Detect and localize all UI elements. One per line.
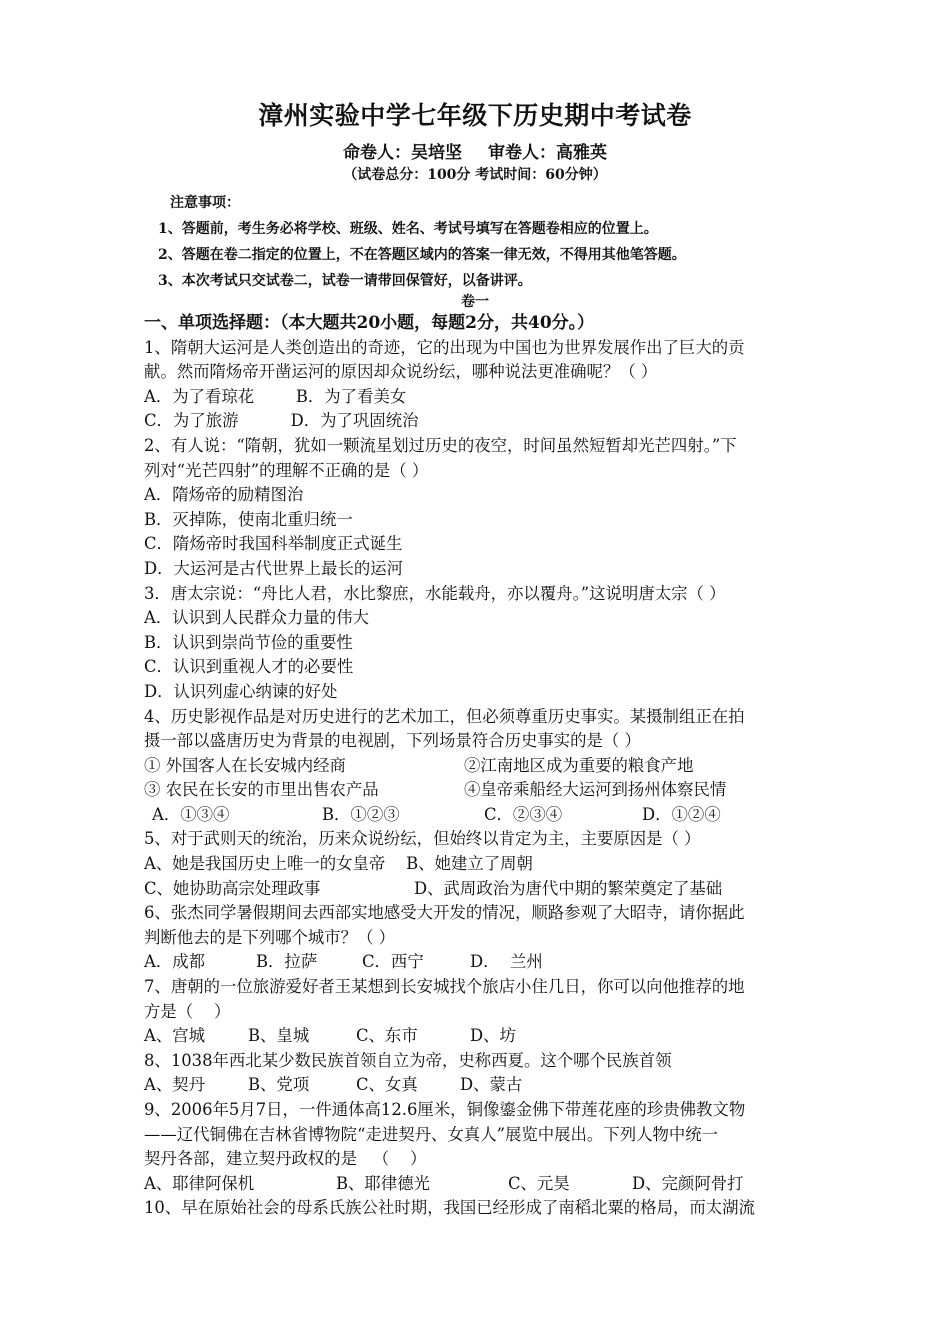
question-text: 4、历史影视作品是对历史进行的艺术加工，但必须尊重历史事实。某摄制组正在拍 [144, 706, 745, 726]
scene-3: ③ 农民在长安的市里出售农产品 [144, 780, 379, 800]
option-d: D、完颜阿骨打 [632, 1173, 744, 1193]
option-a: A．成都 [144, 952, 206, 972]
option-c: C．认识到重视人才的必要性 [144, 657, 354, 677]
option-a: A．①③④ [152, 804, 230, 824]
option-b: B、耶律德光 [336, 1173, 430, 1193]
option-c: C、东市 [356, 1026, 418, 1046]
exam-title: 漳州实验中学七年级下历史期中考试卷 [258, 101, 692, 130]
reviewer-name: 审卷人：高雅英 [488, 143, 607, 163]
option-c: C．②③④ [484, 804, 563, 824]
option-d: D、武周政治为唐代中期的繁荣奠定了基础 [414, 878, 723, 898]
question-options: A、她是我国历史上唯一的女皇帝 B、她建立了周朝 [144, 854, 533, 874]
scene-row [144, 754, 836, 779]
option-b: B．灭掉陈，使南北重归统一 [144, 509, 353, 529]
scene-row [144, 778, 836, 803]
section-heading: 一、单项选择题：（本大题共20小题，每题2分，共40分。） [144, 313, 595, 333]
option-d: D、蒙古 [460, 1075, 523, 1095]
notice-item: 2、答题在卷二指定的位置上，不在答题区域内的答案一律无效，不得用其他笔答题。 [158, 247, 686, 263]
question-text: 5、对于武则天的统治，历来众说纷纭，但始终以肯定为主，主要原因是（ ） [144, 829, 701, 849]
option-d: D．大运河是古代世界上最长的运河 [144, 558, 403, 578]
volume-label: 卷一 [461, 294, 489, 310]
scene-4: ④皇帝乘船经大运河到扬州体察民情 [464, 780, 727, 800]
options-row [144, 877, 836, 902]
option-c: C、她协助高宗处理政事 [144, 878, 321, 898]
option-d: D．认识列虚心纳谏的好处 [144, 681, 338, 701]
question-text: 判断他去的是下列哪个城市？（ ） [144, 927, 396, 947]
option-b: B、党项 [248, 1075, 310, 1095]
options-row [144, 1024, 836, 1049]
notice-item: 1、答题前，考生务必将学校、班级、姓名、考试号填写在答题卷相应的位置上。 [158, 221, 658, 237]
options-row [144, 1073, 836, 1098]
option-c: C、女真 [356, 1075, 418, 1095]
option-a: A．认识到人民群众力量的伟大 [144, 608, 369, 628]
option-b: B．拉萨 [256, 952, 318, 972]
question-text: 9、2006年5月7日，一件通体高12.6厘米，铜像鎏金佛下带莲花座的珍贵佛教文物 [144, 1100, 746, 1119]
notice-item: 3、本次考试只交试卷二，试卷一请带回保管好，以备讲评。 [158, 273, 532, 289]
notice-block [158, 190, 686, 294]
question-text: ——辽代铜佛在吉林省博物院“走进契丹、女真人”展览中展出。下列人物中统一 [144, 1124, 719, 1144]
notice-heading: 注意事项： [170, 195, 240, 211]
option-a: A、宫城 [144, 1026, 206, 1046]
option-b: B、皇城 [248, 1026, 310, 1046]
option-c: C、元昊 [508, 1173, 570, 1193]
options-row [144, 950, 836, 975]
option-c: C．隋炀帝时我国科举制度正式诞生 [144, 534, 403, 554]
scene-1: ① 外国客人在长安城内经商 [144, 755, 346, 775]
option-d: D． 兰州 [470, 952, 543, 972]
setter-name: 命卷人：吴培坚 [343, 143, 462, 163]
question-options: C．为了旅游 D．为了巩固统治 [144, 411, 419, 431]
question-text: 3．唐太宗说：“舟比人君，水比黎庶，水能载舟，亦以覆舟。”这说明唐太宗（ ） [144, 583, 726, 603]
options-row [144, 803, 836, 828]
option-b: B．①②③ [322, 804, 400, 824]
option-c: C．西宁 [362, 952, 424, 972]
question-text: 1、隋朝大运河是人类创造出的奇迹，它的出现为中国也为世界发展作出了巨大的贡 [144, 337, 745, 357]
option-a: A、契丹 [144, 1075, 206, 1095]
exam-meta: （试卷总分：100分 考试时间：60分钟） [343, 167, 607, 183]
question-text: 10、早在原始社会的母系氏族公社时期，我国已经形成了南稻北粟的格局，而太湖流 [144, 1198, 755, 1218]
question-text: 献。然而隋炀帝开凿运河的原因却众说纷纭，哪种说法更准确呢？（ ） [144, 362, 658, 382]
question-options: A．为了看琼花 B．为了看美女 [144, 386, 407, 406]
option-a: A．隋炀帝的励精图治 [144, 485, 304, 505]
option-d: D、坊 [470, 1026, 516, 1046]
question-text: 8、1038年西北某少数民族首领自立为帝，史称西夏。这个哪个民族首领 [144, 1050, 672, 1070]
question-text: 契丹各部，建立契丹政权的是 （ ） [144, 1149, 427, 1169]
question-text: 7、唐朝的一位旅游爱好者王某想到长安城找个旅店小住几日，你可以向他推荐的地 [144, 977, 745, 997]
scene-2: ②江南地区成为重要的粮食产地 [464, 755, 694, 775]
option-b: B．认识到崇尚节俭的重要性 [144, 632, 353, 652]
authors-line [0, 138, 950, 163]
question-text: 摄一部以盛唐历史为背景的电视剧，下列场景符合历史事实的是（ ） [144, 731, 641, 751]
question-text: 列对“光芒四射”的理解不正确的是（ ） [144, 460, 429, 480]
questions [144, 311, 836, 1221]
options-row [144, 1172, 836, 1197]
option-d: D．①②④ [642, 804, 721, 824]
option-a: A、耶律阿保机 [144, 1173, 255, 1193]
question-text: 方是（ ） [144, 1001, 231, 1021]
question-text: 6、张杰同学暑假期间去西部实地感受大开发的情况，顺路参观了大昭寺，请你据此 [144, 903, 745, 923]
question-text: 2、有人说：“隋朝，犹如一颗流星划过历史的夜空，时间虽然短暂却光芒四射。”下 [144, 435, 737, 455]
